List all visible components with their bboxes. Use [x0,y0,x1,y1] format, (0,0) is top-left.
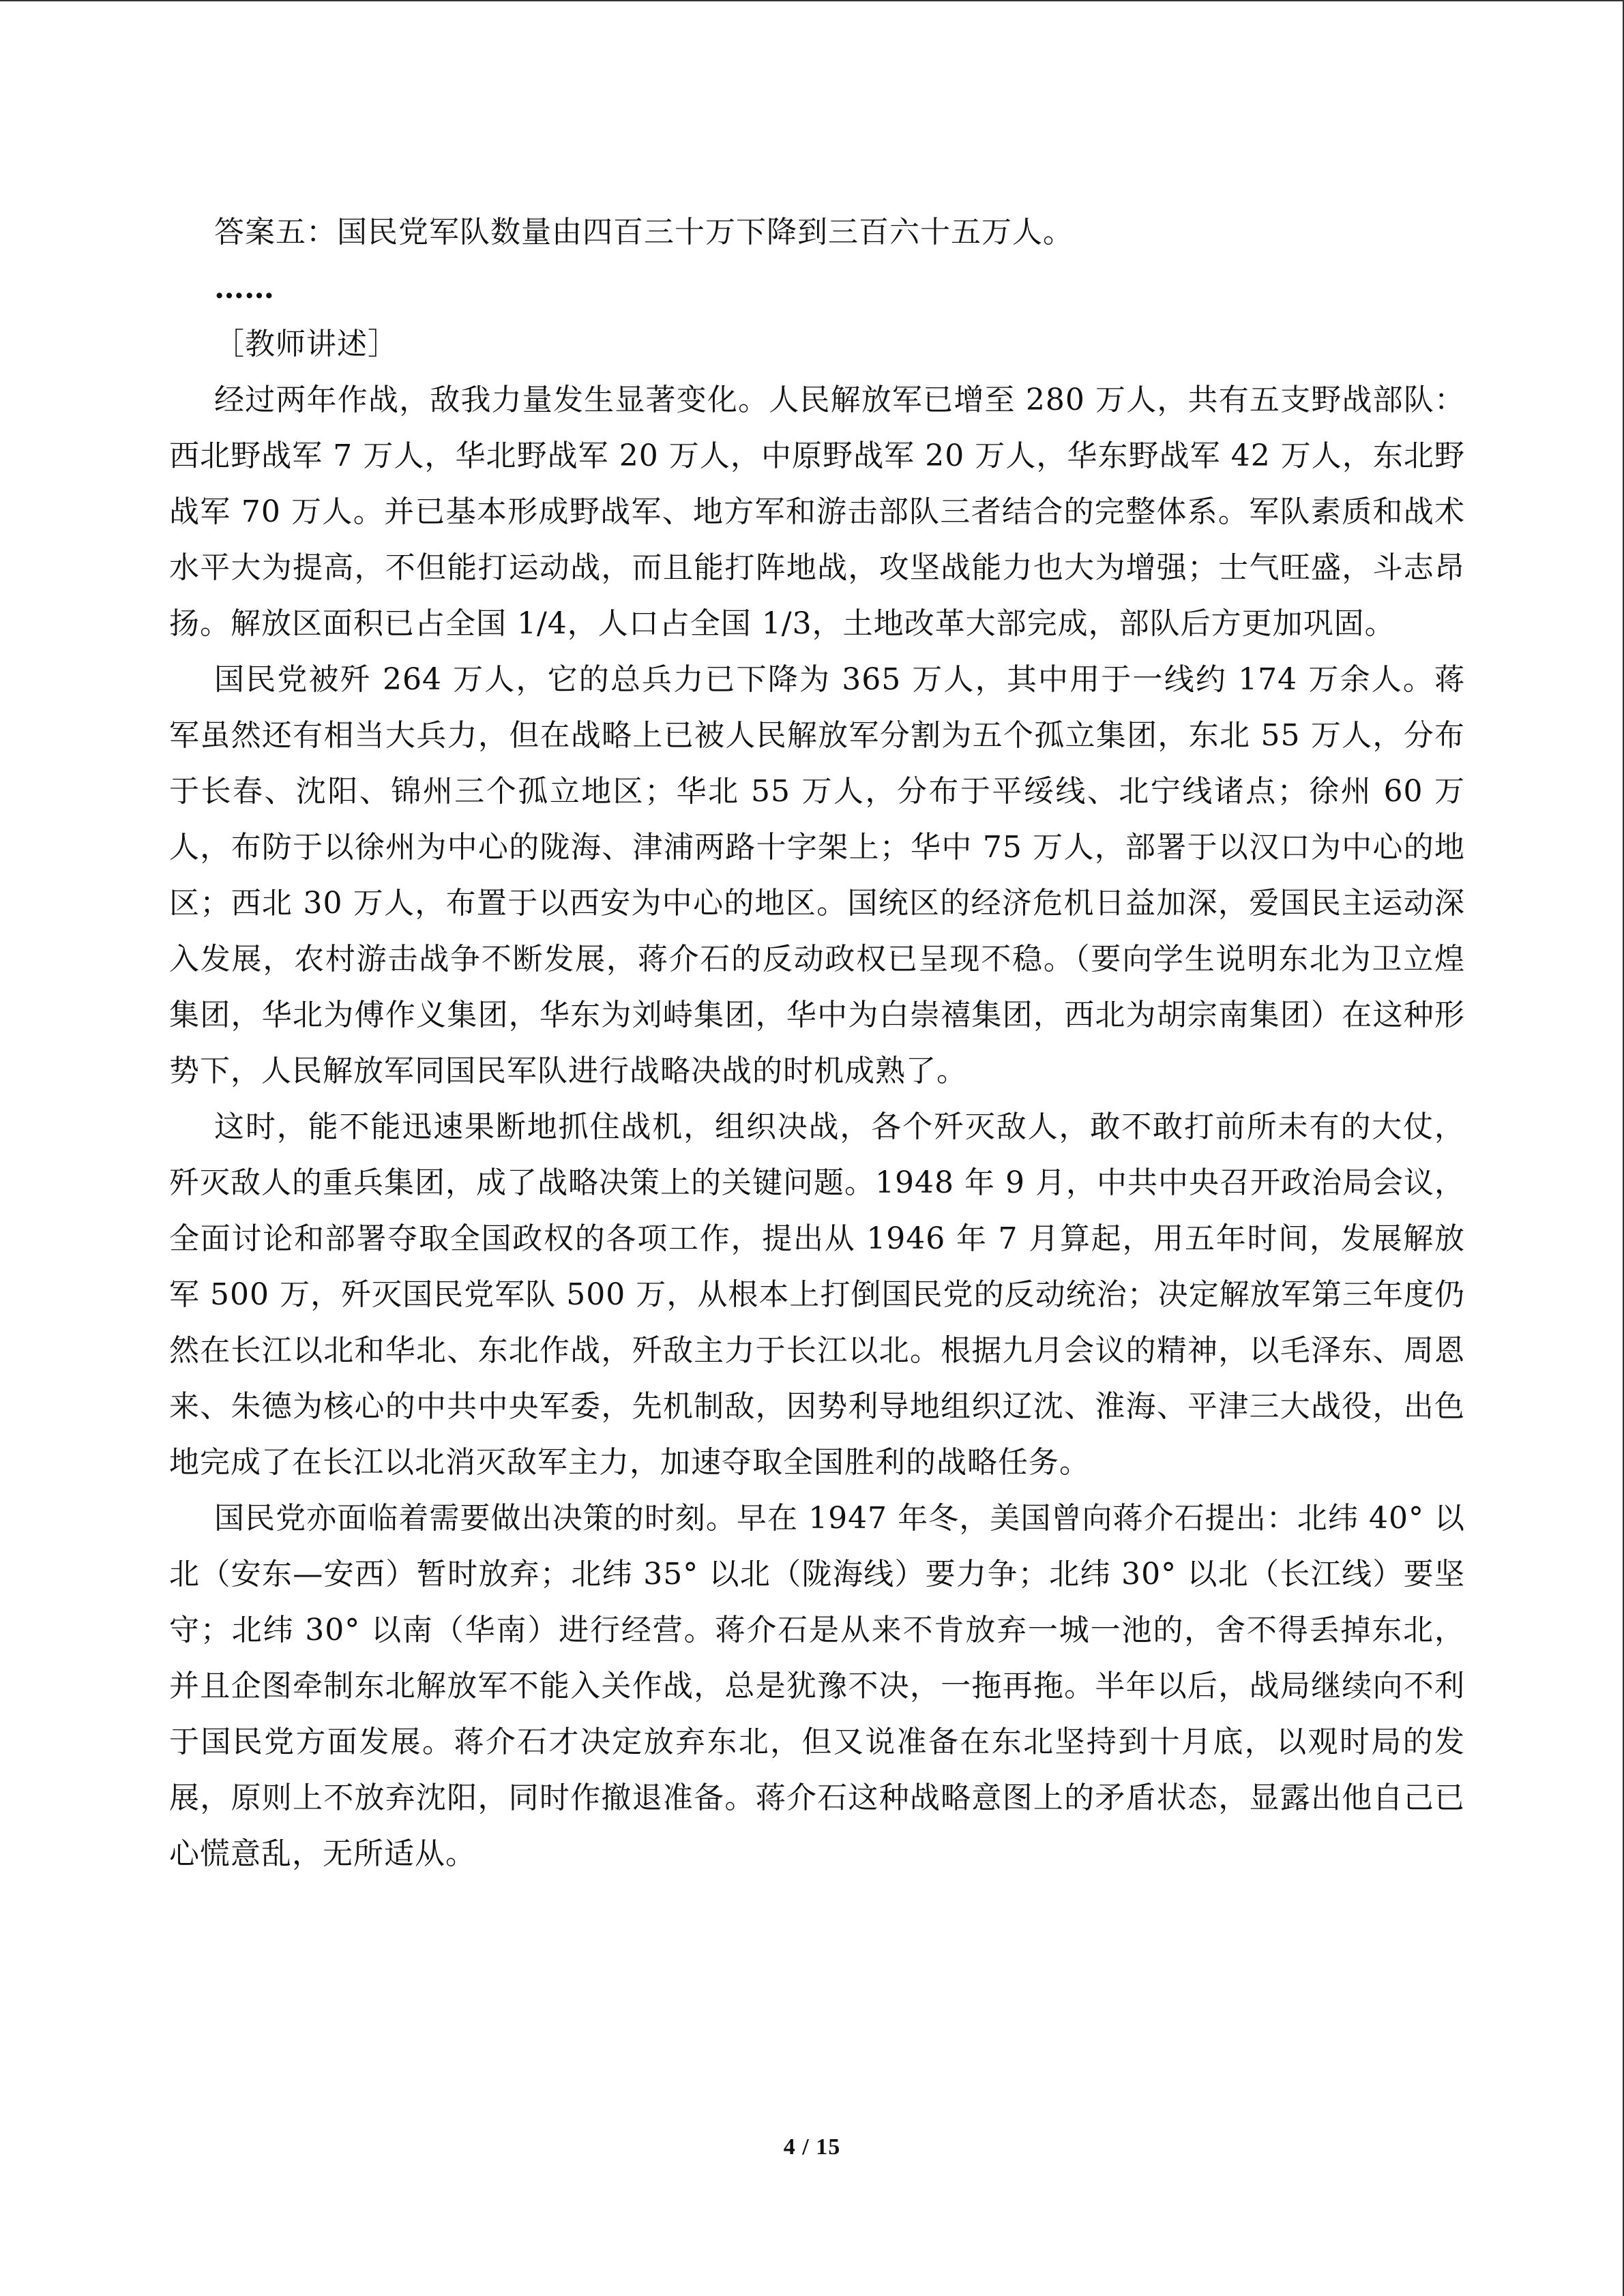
paragraph-1: 经过两年作战，敌我力量发生显著变化。人民解放军已增至 280 万人，共有五支野战部队：西北野战军 7 万人，华北野战军 20 万人，中原野战军 20 万人，华东野战军 42 万人，东北野战军 70 万人。并已基本形成野战军、地方军和游击部队三者结合的完整体系。军队素质和战术水平大为提高，不但能打运动战，而且能打阵地战，攻坚战能力也大为增强；士气旺盛，斗志昂扬。解放区面积已占全国 1/4，人口占全国 1/3，土地改革大部完成，部队后方更加巩固。 [169,383,1465,641]
page-number: 4 / 15 [783,2134,841,2160]
paragraph-4: 国民党亦面临着需要做出决策的时刻。早在 1947 年冬，美国曾向蒋介石提出：北纬 40° 以北（安东—安西）暂时放弃；北纬 35° 以北（陇海线）要力争；北纬 30° 以北（长江线）要坚守；北纬 30° 以南（华南）进行经营。蒋介石是从来不肯放弃一城一池的，舍不得丢掉东北，并且企图牵制东北解放军不能入关作战，总是犹豫不决，一拖再拖。半年以后，战局继续向不利于国民党方面发展。蒋介石才决定放弃东北，但又说准备在东北坚持到十月底，以观时局的发展，原则上不放弃沈阳，同时作撤退准备。蒋介石这种战略意图上的矛盾状态，显露出他自己已心慌意乱，无所适从。 [169,1501,1465,1871]
document-body [169,205,1465,1882]
ellipsis-line: …… [214,271,274,305]
paragraph-3: 这时，能不能迅速果断地抓住战机，组织决战，各个歼灭敌人，敢不敢打前所未有的大仗，歼灭敌人的重兵集团，成了战略决策上的关键问题。1948 年 9 月，中共中央召开政治局会议，全面讨论和部署夺取全国政权的各项工作，提出从 1946 年 7 月算起，用五年时间，发展解放军 500 万，歼灭国民党军队 500 万，从根本上打倒国民党的反动统治；决定解放军第三年度仍然在长江以北和华北、东北作战，歼敌主力于长江以北。根据九月会议的精神，以毛泽东、周恩来、朱德为核心的中共中央军委，先机制敌，因势利导地组织辽沈、淮海、平津三大战役，出色地完成了在长江以北消灭敌军主力，加速夺取全国胜利的战略任务。 [169,1109,1465,1480]
section-label: ［教师讲述］ [214,327,398,361]
paragraph-2: 国民党被歼 264 万人，它的总兵力已下降为 365 万人，其中用于一线约 174 万余人。蒋军虽然还有相当大兵力，但在战略上已被人民解放军分割为五个孤立集团，东北 55 万人，分布于长春、沈阳、锦州三个孤立地区；华北 55 万人，分布于平绥线、北宁线诸点；徐州 60 万人，布防于以徐州为中心的陇海、津浦两路十字架上；华中 75 万人，部署于以汉口为中心的地区；西北 30 万人，布置于以西安为中心的地区。国统区的经济危机日益加深，爱国民主运动深入发展，农村游击战争不断发展，蒋介石的反动政权已呈现不稳。（要向学生说明东北为卫立煌集团，华北为傅作义集团，华东为刘峙集团，华中为白崇禧集团，西北为胡宗南集团）在这种形势下，人民解放军同国民军队进行战略决战的时机成熟了。 [169,662,1465,1088]
page-top-border [0,0,1624,1]
answer-line: 答案五：国民党军队数量由四百三十万下降到三百六十五万人。 [214,215,1074,250]
